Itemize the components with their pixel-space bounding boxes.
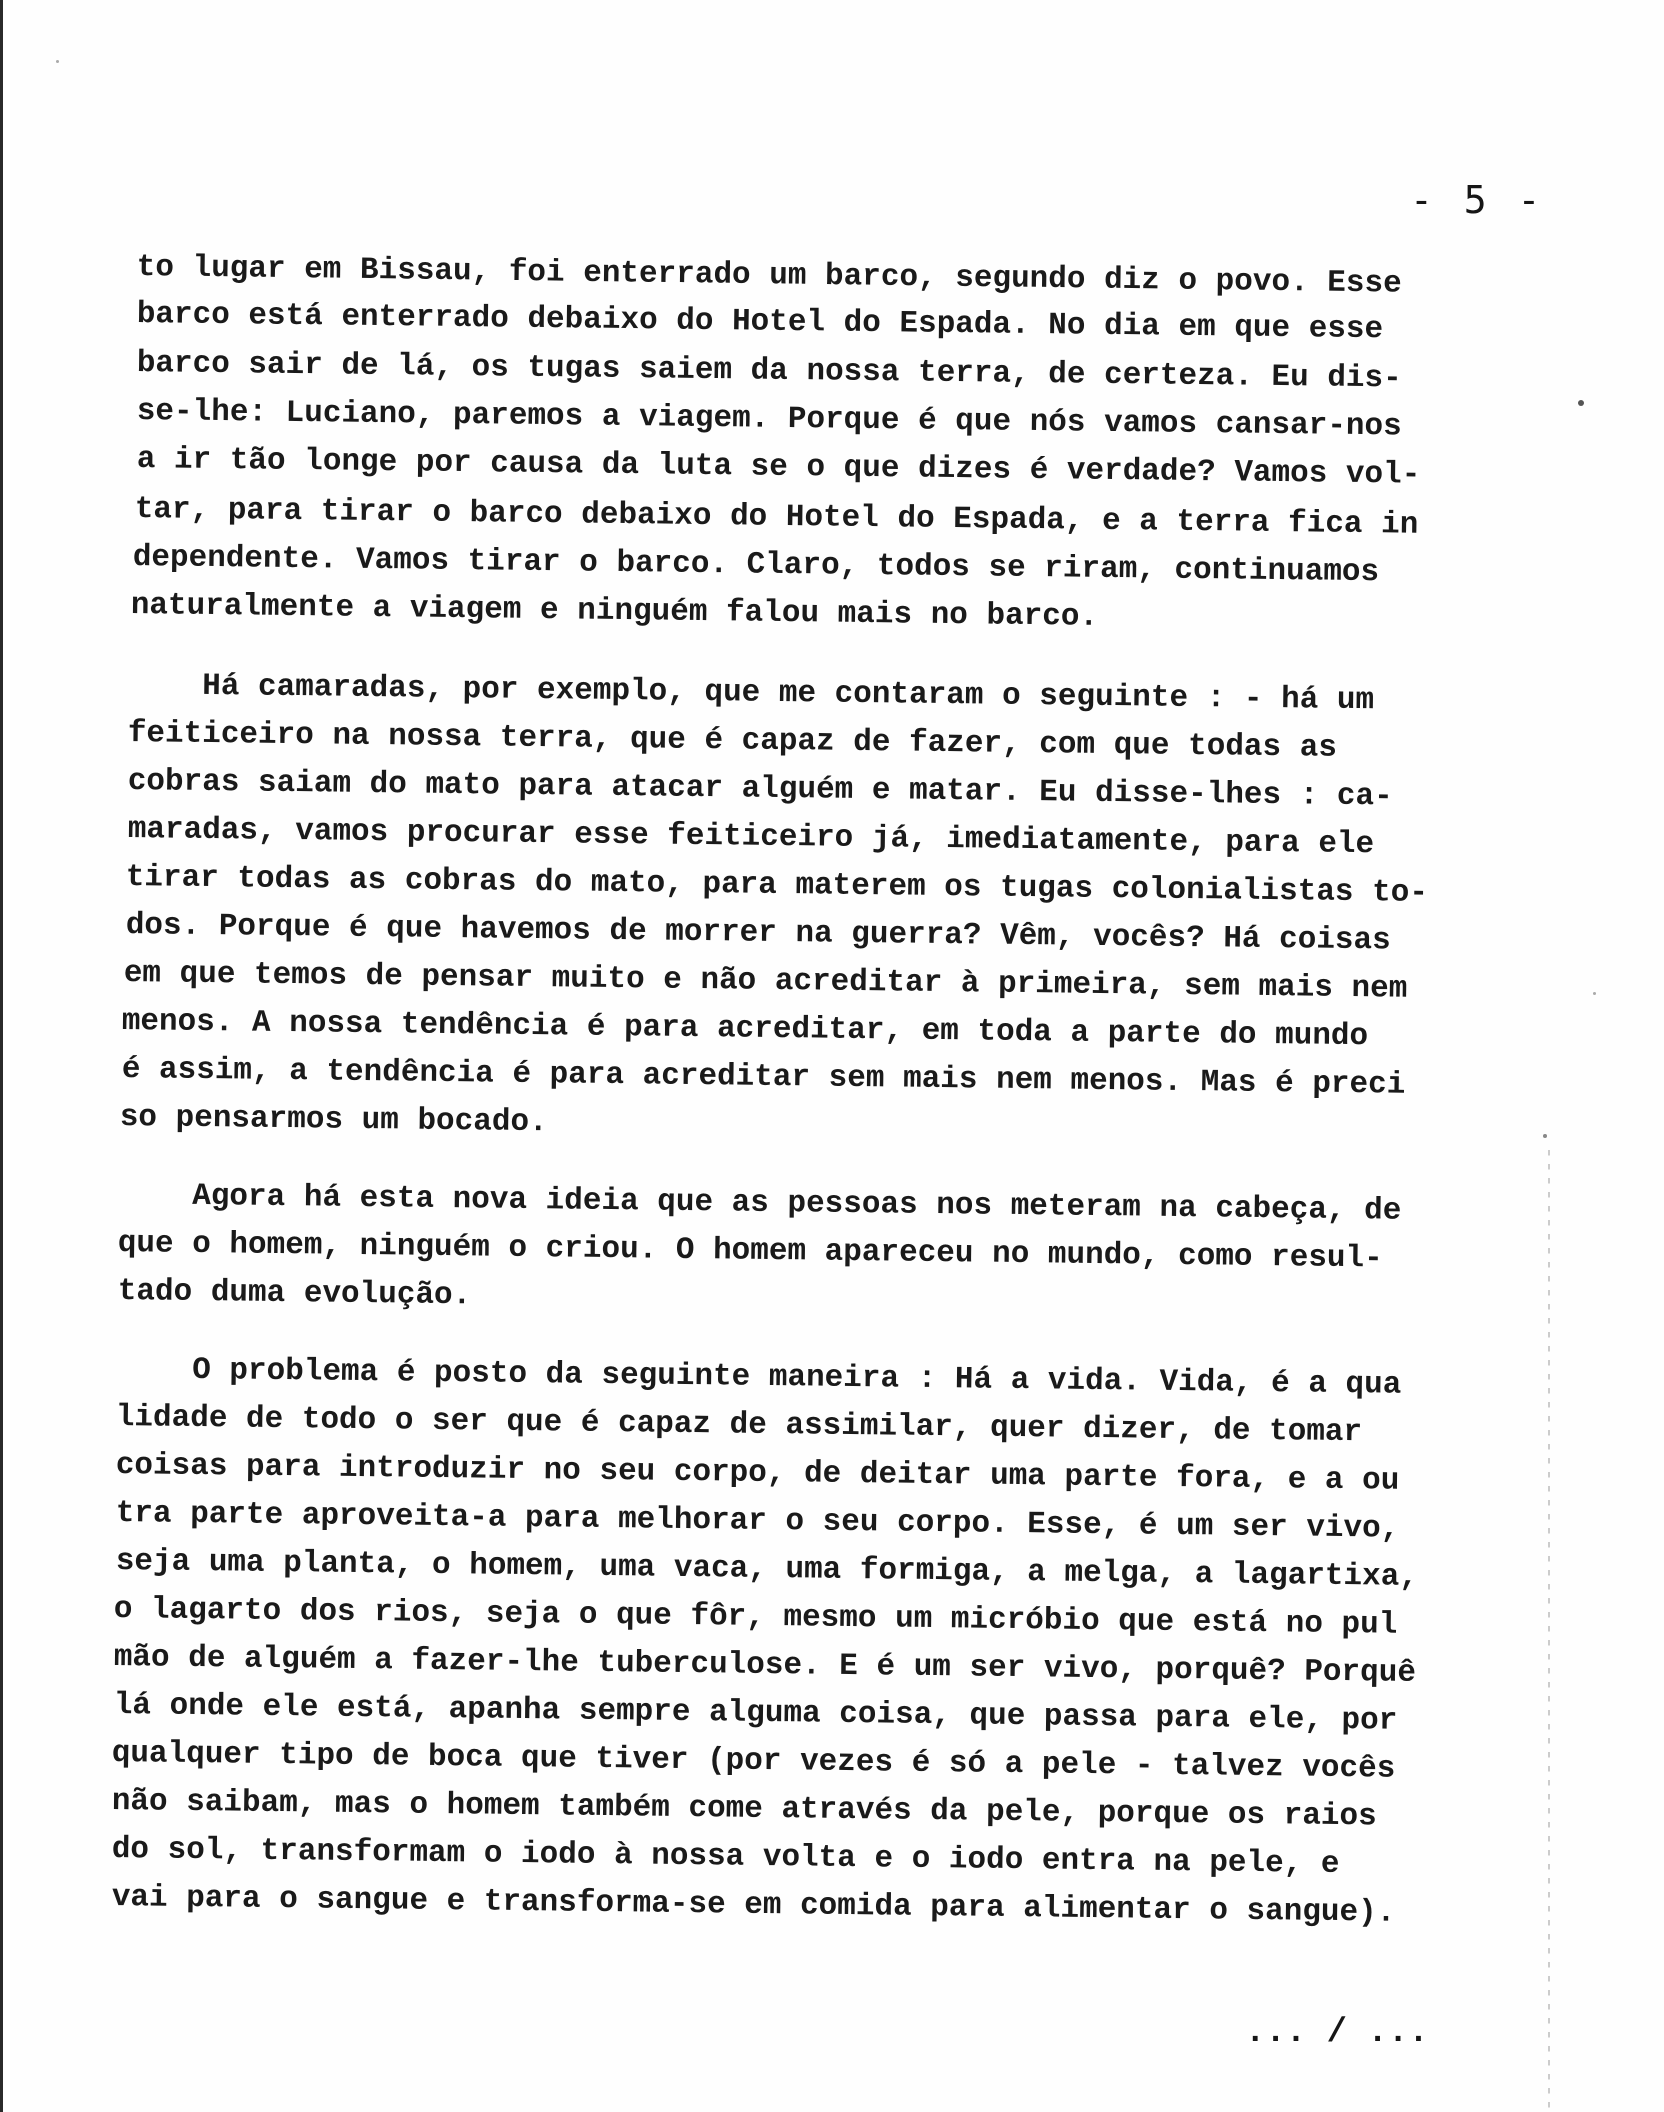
text-line: so pensarmos um bocado. bbox=[119, 1100, 548, 1141]
text-line: se-lhe: Luciano, paremos a viagem. Porque é que nós vamos cansar-nos bbox=[136, 394, 1402, 445]
text-line: tra parte aproveita-a para melhorar o seu corpo. Esse, é um ser vivo, bbox=[115, 1496, 1400, 1547]
text-line: Agora há esta nova ideia que as pessoas nos meteram na cabeça, de bbox=[117, 1178, 1402, 1229]
scan-speck bbox=[1593, 992, 1596, 995]
text-line: dos. Porque é que havemos de morrer na guerra? Vêm, vocês? Há coisas bbox=[125, 908, 1391, 959]
text-line: menos. A nossa tendência é para acreditar, em toda a parte do mundo bbox=[121, 1004, 1369, 1055]
text-line: não saibam, mas o homem também come através da pele, porque os raios bbox=[111, 1784, 1377, 1835]
scan-speck bbox=[1578, 400, 1584, 406]
text-line: tirar todas as cobras do mato, para materem os tugas colonialistas to- bbox=[125, 860, 1429, 911]
text-line: dependente. Vamos tirar o barco. Claro, todos se riram, continuamos bbox=[132, 540, 1380, 591]
text-line: do sol, transformam o iodo à nossa volta e o iodo entra na pele, e bbox=[111, 1832, 1340, 1882]
text-line: qualquer tipo de boca que tiver (por vezes é só a pele - talvez vocês bbox=[111, 1736, 1396, 1787]
text-line: barco está enterrado debaixo do Hotel do Espada. No dia em que esse bbox=[136, 297, 1384, 348]
page-number: - 5 - bbox=[1410, 178, 1545, 222]
text-line: que o homem, ninguém o criou. O homem apareceu no mundo, como resul- bbox=[117, 1226, 1383, 1277]
text-line: Há camaradas, por exemplo, que me contaram o seguinte : - há um bbox=[127, 668, 1375, 719]
scan-speck bbox=[1543, 1134, 1547, 1138]
text-line: lá onde ele está, apanha sempre alguma coisa, que passa para ele, por bbox=[113, 1688, 1398, 1739]
text-line: O problema é posto da seguinte maneira : Há a vida. Vida, é a qua bbox=[117, 1352, 1402, 1403]
text-line: maradas, vamos procurar esse feiticeiro já, imediatamente, para ele bbox=[127, 812, 1375, 863]
text-line: tar, para tirar o barco debaixo do Hotel do Espada, e a terra fica in bbox=[134, 492, 1419, 543]
text-line: coisas para introduzir no seu corpo, de deitar uma parte fora, e a ou bbox=[115, 1448, 1400, 1499]
text-line: barco sair de lá, os tugas saiem da nossa terra, de certeza. Eu dis- bbox=[136, 346, 1402, 397]
text-line: mão de alguém a fazer-lhe tuberculose. E é um ser vivo, porquê? Porquê bbox=[113, 1640, 1417, 1691]
text-line: a ir tão longe por causa da luta se o que dizes é verdade? Vamos vol- bbox=[136, 442, 1421, 493]
text-line: naturalmente a viagem e ninguém falou mais no barco. bbox=[130, 588, 1099, 635]
text-line: seja uma planta, o homem, uma vaca, uma formiga, a melga, a lagartixa, bbox=[115, 1544, 1419, 1595]
text-line: vai para o sangue e transforma-se em comida para alimentar o sangue). bbox=[111, 1880, 1396, 1931]
text-line: feiticeiro na nossa terra, que é capaz de fazer, com que todas as bbox=[127, 716, 1338, 766]
scan-speck bbox=[56, 60, 59, 63]
continuation-marker: ... / ... bbox=[1245, 2014, 1429, 2052]
text-line: cobras saiam do mato para atacar alguém e matar. Eu disse-lhes : ca- bbox=[127, 764, 1393, 815]
right-margin-perforation bbox=[1548, 1150, 1550, 2110]
text-line: lidade de todo o ser que é capaz de assimilar, quer dizer, de tomar bbox=[115, 1400, 1363, 1451]
text-line: to lugar em Bissau, foi enterrado um barco, segundo diz o povo. Esse bbox=[136, 250, 1402, 302]
text-line: é assim, a tendência é para acreditar sem mais nem menos. Mas é preci bbox=[121, 1052, 1406, 1103]
text-line: tado duma evolução. bbox=[117, 1274, 472, 1314]
page-left-edge bbox=[0, 0, 3, 2112]
text-line: em que temos de pensar muito e não acreditar à primeira, sem mais nem bbox=[123, 956, 1408, 1007]
text-line: o lagarto dos rios, seja o que fôr, mesmo um micróbio que está no pul bbox=[113, 1592, 1398, 1643]
